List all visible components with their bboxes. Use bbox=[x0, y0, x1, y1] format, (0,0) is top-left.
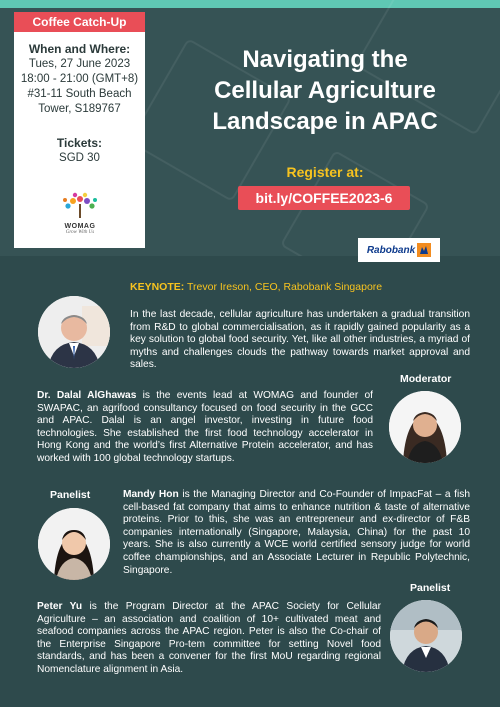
event-type-tag: Coffee Catch-Up bbox=[14, 12, 145, 32]
event-time: 18:00 - 21:00 (GMT+8) bbox=[20, 73, 139, 85]
tickets-price: SGD 30 bbox=[59, 152, 100, 164]
event-address-line1: #31-11 South Beach bbox=[27, 88, 132, 100]
moderator-photo bbox=[389, 391, 461, 463]
panelist1-role: Panelist bbox=[50, 489, 91, 501]
tree-icon bbox=[57, 192, 103, 218]
panelist2-name: Peter Yu bbox=[37, 601, 83, 612]
panelist2-role: Panelist bbox=[410, 582, 451, 594]
tickets-title: Tickets: bbox=[56, 136, 103, 150]
keynote-label: KEYNOTE: bbox=[130, 281, 185, 293]
logo-name: WOMAG bbox=[64, 223, 96, 230]
panelist1-bio-text: is the Managing Director and Co-Founder of ImpacFat – a fish cell-based fat company that aims to enhance nutrition & taste of alternative proteins. Prior to this, she was an entrepreneur and ex-director of F&B companies internationally (Singapore, Malaysia, China) for the past 10 years. She is also currently a WCE world certified sensory judge for world coffee championships, and an Associate Lecturer in Republic Polytechnic, Singapore. bbox=[123, 489, 470, 576]
register-label: Register at: bbox=[286, 164, 364, 180]
keynote-description: In the last decade, cellular agriculture has undertaken a gradual transition from R&D to global commercialisation, as it rapidly gained popularity as a key solution to global food security. Yet, like all other industries, a myriad of myths and challenges clouds the pathway towards market approval and sales. bbox=[130, 309, 470, 371]
keynote-speaker-photo bbox=[38, 296, 110, 368]
panelist1-photo bbox=[38, 508, 110, 580]
headline-line: Cellular Agriculture bbox=[214, 77, 436, 104]
headline-line: Landscape in APAC bbox=[212, 108, 438, 135]
headline-line: Navigating the bbox=[242, 46, 408, 73]
panelist1-bio bbox=[123, 489, 470, 577]
panelist2-photo bbox=[390, 600, 462, 672]
panelist1-name: Mandy Hon bbox=[123, 489, 179, 500]
womag-logo bbox=[57, 192, 103, 246]
sponsor-name: Rabobank bbox=[366, 244, 416, 256]
moderator-bio-text: is the events lead at WOMAG and founder of SWAPAC, an agrifood consultancy focused on food security in the GCC and APAC. Dalal is an angel investor, investing in future food technologies. She established the first food technology accelerator in Hong Kong and the world’s first Alternative Protein accelerator, and has worked with 100 global technology startups. bbox=[37, 390, 373, 464]
event-date: Tues, 27 June 2023 bbox=[28, 58, 131, 70]
event-address-line2: Tower, S189767 bbox=[38, 103, 121, 115]
keynote-heading bbox=[130, 281, 382, 293]
moderator-role: Moderator bbox=[400, 373, 452, 385]
moderator-name: Dr. Dalal AlGhawas bbox=[37, 390, 137, 401]
panelist2-bio bbox=[37, 601, 381, 677]
event-info-card bbox=[14, 12, 145, 248]
sponsor-logo bbox=[358, 238, 440, 262]
hero-section bbox=[0, 0, 500, 256]
moderator-bio bbox=[37, 390, 373, 466]
when-where-title: When and Where: bbox=[28, 42, 131, 56]
logo-tagline: Grow With Us bbox=[65, 230, 95, 235]
rabobank-icon bbox=[417, 243, 431, 257]
event-headline bbox=[160, 44, 490, 137]
keynote-speaker: Trevor Ireson, CEO, Rabobank Singapore bbox=[184, 281, 383, 293]
registration-link[interactable]: bit.ly/COFFEE2023-6 bbox=[238, 186, 410, 210]
panelist2-bio-text: is the Program Director at the APAC Society for Cellular Agriculture – an association and coalition of 10+ cultivated meat and seafood companies across the APAC region. Peter is also the Co-chair of the Enterprise Singapore Pro-tem committee for setting Novel food standards, and has been a convener for the first MoU regarding regional Nomenclature alignment in Asia. bbox=[37, 601, 381, 675]
